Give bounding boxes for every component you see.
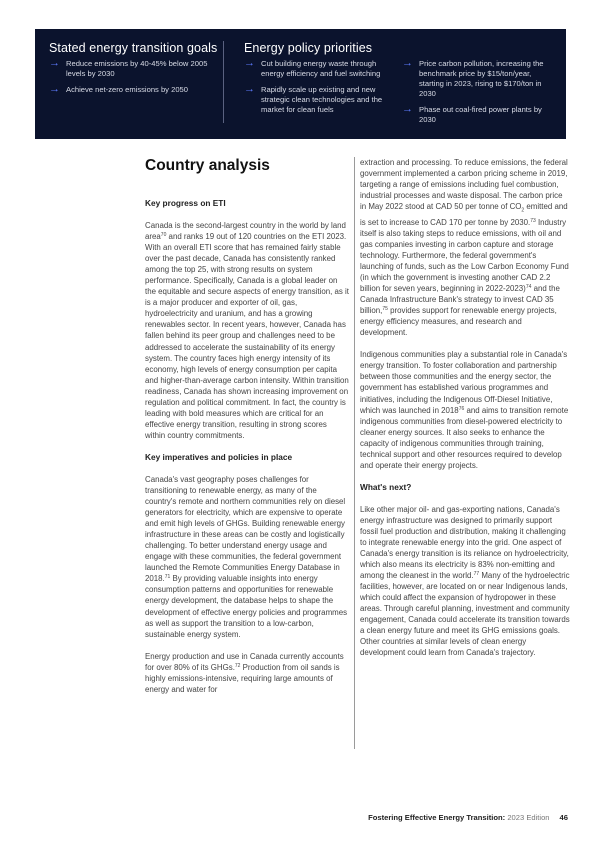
priorities-column	[244, 41, 554, 131]
banner-divider	[223, 41, 224, 123]
arrow-right-icon: →	[49, 83, 60, 95]
priorities-list-right	[402, 59, 548, 131]
article-right-column	[360, 157, 570, 670]
footnote-ref[interactable]: 72	[234, 662, 241, 669]
paragraph-geography: Canada's vast geography poses challenges for transitioning to renewable energy, as many of the country's remote and northern communities rely on diesel generators for electricity, which are expensive to operate and emit high levels of GHGs. Building renewable energy infrastructure in these areas can be costly and logistically challenging. To better understand energy usage and engage with these communities, the federal government launched the Remote Communities Energy Database in 2018.71 By providing valuable insights into energy consumption patterns and opportunities for renewable energy development, the database helps to shape the development of effective energy policies and programmes as well as support the transition to a low-carbon, sustainable energy system.	[145, 474, 348, 639]
priority-item: → Price carbon pollution, increasing the benchmark price by $15/ton/year, starting in 2023, rising to $170/ton in 2030	[402, 57, 544, 98]
arrow-right-icon: →	[244, 83, 255, 95]
arrow-right-icon: →	[49, 57, 60, 69]
arrow-right-icon: →	[244, 57, 255, 69]
footnote-ref[interactable]: 74	[525, 284, 532, 291]
page-footer	[368, 813, 568, 822]
section-heading-imperatives: Key imperatives and policies in place	[145, 451, 293, 462]
footnote-ref[interactable]: 75	[382, 306, 388, 313]
paragraph-emissions: Energy production and use in Canada currently accounts for over 80% of its GHGs.$^{72}$ Production from oil sands is highly emissions-intensive, requiring large amounts of energy and water for	[145, 651, 344, 694]
footnote-ref[interactable]: 71	[164, 574, 171, 581]
article-title: Country analysis	[145, 157, 270, 174]
paragraph-next: Like other major oil- and gas-exporting nations, Canada's energy infrastructure was designed to primarily support fossil fuel production and distribution, making it challenging to integrate renewable energy into the grid. One aspect of Canada's energy transition is its reliance on hydroelectricity, which also means its electricity is 83% non-emitting and among the cleanest in the world.$^{77}$ Many of the hydroelectric facilities, however, are located on or near Indigenous lands, which could affect the expansion of hydropower in these areas. Through careful planning, investment and community engagement, Canada could accelerate its transition towards a clean energy future and meet its GHG emissions goals. Other countries at similar levels of clean energy development could learn from Canada's trajectory.	[360, 504, 570, 658]
goal-item: → Reduce emissions by 40-45% below 2005 levels by 2030	[49, 57, 208, 78]
footnote-ref[interactable]: 76	[458, 405, 465, 412]
footnote-ref[interactable]: 70	[160, 232, 167, 239]
goals-column	[49, 41, 224, 101]
priorities-list-left	[244, 59, 390, 131]
article-left-column	[145, 157, 349, 695]
priorities-title: Energy policy priorities	[244, 41, 373, 55]
paragraph-indigenous: Indigenous communities play a substantial role in Canada's energy transition. To foster collaboration and partnership between those communities and the energy sector, the government has established various programmes and initiatives, including the Indigenous Off-Diesel Initiative, which was launched in 2018$^{76}$ and aims to transition remote indigenous communities from diesel-powered electricity to cleaner energy sources. It also seeks to enhance the capacity of indigenous communities through training, technical support and other resources required to develop and operate their energy projects.	[360, 350, 569, 470]
footnote-ref[interactable]: 73	[530, 217, 536, 224]
priority-item: → Cut building energy waste through energy efficiency and fuel switching	[244, 57, 381, 78]
footer-edition: 2023 Edition	[505, 813, 550, 822]
arrow-right-icon: →	[402, 57, 413, 69]
column-divider	[354, 157, 355, 749]
goal-item: → Achieve net-zero emissions by 2050	[49, 83, 188, 95]
section-heading-next: What's next?	[360, 481, 412, 492]
footer-report-title: Fostering Effective Energy Transition:	[368, 813, 506, 822]
paragraph-emissions-continued: extraction and processing. To reduce emissions, the federal government implemented a carbon pricing scheme in 2019, targeting a range of emissions including fuel combustion, industrial processes and waste disposal. The carbon price in May 2022 stood at CAD 50 per tonne of $CO_2$ emitted and is set to increase to CAD 170 per tonne by 2030.73 Industry itself is also taking steps to reduce emissions, with oil and gas companies investing in carbon capture and storage technology. Furthermore, the federal government's launching of funds, such as the Low Carbon Economy Fund (in which the government is investing another CAD 2.2 billion for seven years, beginning in 2022-2023)$^{74}$ and the Canada Infrastructure Bank's strategy to invest CAD 35 billion,$^{75}$ provides support for renewable energy projects, energy efficiency measures, and research and development.	[360, 158, 569, 338]
section-heading-progress: Key progress on ETI	[145, 198, 226, 208]
goals-title: Stated energy transition goals	[49, 41, 218, 55]
footnote-ref[interactable]: 77	[473, 571, 480, 578]
summary-banner	[35, 29, 566, 139]
priority-item: → Phase out coal-fired power plants by 2030	[402, 103, 542, 124]
goals-list	[49, 59, 224, 95]
priority-item: → Rapidly scale up existing and new strategic clean technologies and the market for clean fuels	[244, 83, 383, 114]
paragraph-progress: Canada is the second-largest country in the world by land area$^{70}$ and ranks 19 out of 120 countries on the ETI 2023. With an overall ETI score that has remained fairly stable over the past decade, Canada has consistently ranked among the top 25, with strong results on system performance. Specifically, Canada is a global leader on the equitable and secure aspects of energy transition, as it is a major producer and exporter of oil, gas, hydroelectricity and uranium, and has a growing renewables sector. In recent years, however, Canada has fallen behind its peer group and challenges need to be addressed to accelerate the sustainability of its energy system. The country faces high energy intensity of its economy, high levels of energy consumption per capita and higher-than-average carbon intensity. Within transition readiness, Canada has shown increasing improvement on regulation and political commitment. In fact, the country is leading with bold measures which are critical for an effective energy transition, resulting in strong scores within country commitments.	[145, 221, 349, 440]
arrow-right-icon: →	[402, 103, 413, 115]
page-number: 46	[559, 813, 568, 822]
